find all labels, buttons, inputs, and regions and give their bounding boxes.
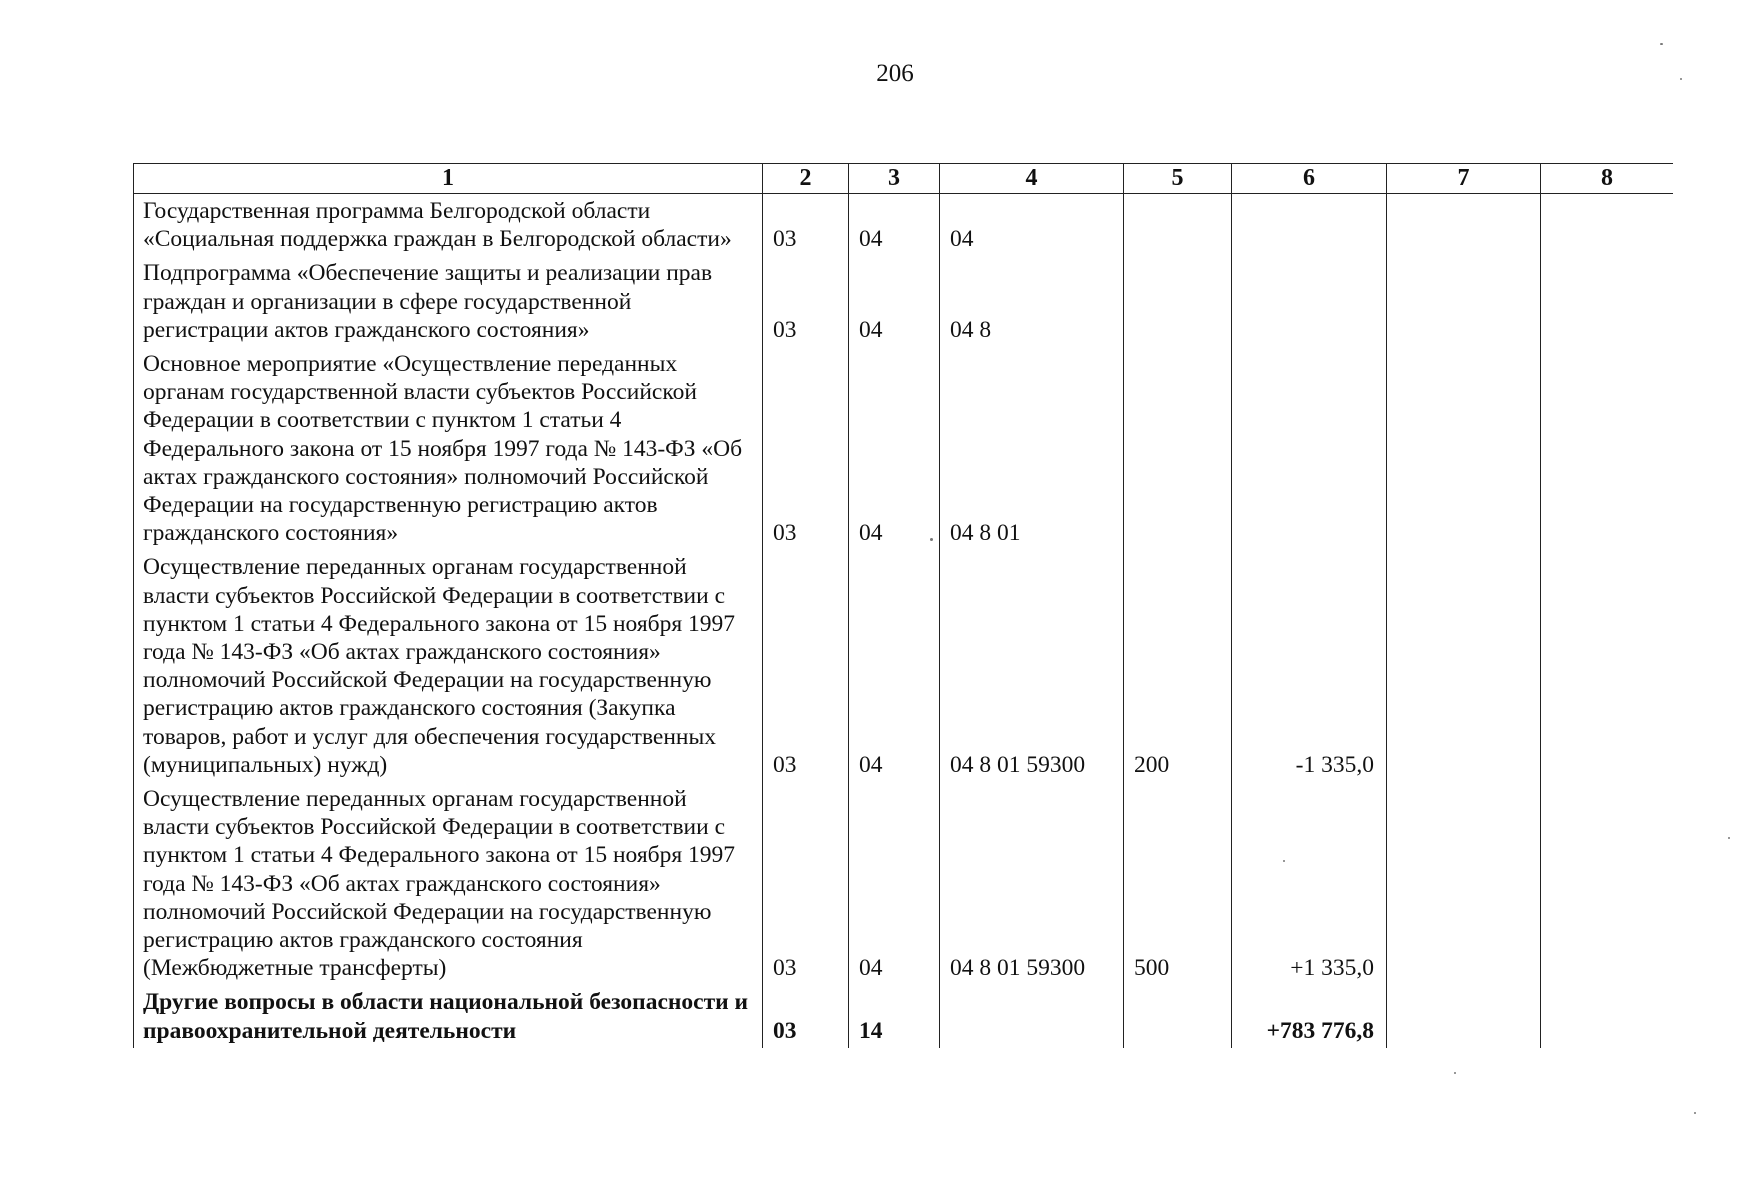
cell-col8 [1541,347,1674,550]
scan-speck [930,538,933,541]
cell-subsection: 04 [849,194,940,257]
budget-table-container [133,163,1673,1069]
cell-subsection: 14 [849,985,940,1047]
cell-col7 [1387,347,1541,550]
budget-table [133,163,1673,1048]
cell-section: 03 [763,782,849,985]
cell-expense-type [1124,985,1232,1047]
page-number: 206 [876,60,914,87]
cell-name: Осуществление переданных органам государственной власти субъектов Российской Федерации в соответствии с пунктом 1 статьи 4 Федерального закона от 15 ноября 1997 года № 143-ФЗ «Об актах гражданского состояния» полномочий Российской Федерации на государственную регистрацию актов гражданского состояния (Закупка товаров, работ и услуг для обеспечения государственных (муниципальных) нужд) [134,550,763,782]
cell-amount: +1 335,0 [1232,782,1387,985]
cell-target-article: 04 8 [940,256,1124,347]
cell-col8 [1541,550,1674,782]
cell-expense-type [1124,347,1232,550]
column-header-2: 2 [763,164,849,194]
cell-col7 [1387,256,1541,347]
cell-target-article: 04 [940,194,1124,257]
cell-expense-type: 200 [1124,550,1232,782]
column-header-7: 7 [1387,164,1541,194]
scan-speck [1660,43,1663,45]
scan-speck [1283,860,1285,862]
table-row [134,550,1674,782]
cell-name: Государственная программа Белгородской области «Социальная поддержка граждан в Белгородской области» [134,194,763,257]
table-row [134,347,1674,550]
cell-name: Основное мероприятие «Осуществление переданных органам государственной власти субъектов Российской Федерации в соответствии с пунктом 1 статьи 4 Федерального закона от 15 ноября 1997 года № 143-ФЗ «Об актах гражданского состояния» полномочий Российской Федерации на государственную регистрацию актов гражданского состояния» [134,347,763,550]
column-header-4: 4 [940,164,1124,194]
cell-target-article [940,985,1124,1047]
cell-subsection: 04 [849,782,940,985]
cell-section: 03 [763,194,849,257]
column-header-5: 5 [1124,164,1232,194]
cell-section: 03 [763,256,849,347]
scan-speck [1728,837,1730,839]
cell-amount [1232,256,1387,347]
cell-col8 [1541,782,1674,985]
cell-target-article: 04 8 01 59300 [940,550,1124,782]
column-header-8: 8 [1541,164,1674,194]
cell-amount: -1 335,0 [1232,550,1387,782]
cell-target-article: 04 8 01 [940,347,1124,550]
cell-target-article: 04 8 01 59300 [940,782,1124,985]
cell-section: 03 [763,985,849,1047]
cell-amount [1232,347,1387,550]
table-row [134,256,1674,347]
cell-col7 [1387,985,1541,1047]
column-header-6: 6 [1232,164,1387,194]
table-row-section-total [134,985,1674,1047]
cell-expense-type: 500 [1124,782,1232,985]
cell-expense-type [1124,256,1232,347]
cell-amount: +783 776,8 [1232,985,1387,1047]
cell-amount [1232,194,1387,257]
cell-expense-type [1124,194,1232,257]
cell-subsection: 04 [849,256,940,347]
cell-col8 [1541,985,1674,1047]
cell-subsection: 04 [849,550,940,782]
cell-col8 [1541,194,1674,257]
cell-col8 [1541,256,1674,347]
table-row [134,782,1674,985]
column-header-1: 1 [134,164,763,194]
scan-speck [1694,1112,1696,1114]
scan-speck [1680,78,1682,80]
scan-speck [1454,1072,1456,1074]
cell-section: 03 [763,347,849,550]
header-row [134,164,1674,194]
cell-col7 [1387,194,1541,257]
cell-name: Другие вопросы в области национальной безопасности и правоохранительной деятельности [134,985,763,1047]
table-row [134,194,1674,257]
cell-section: 03 [763,550,849,782]
cell-subsection: 04 [849,347,940,550]
cell-col7 [1387,782,1541,985]
cell-name: Осуществление переданных органам государственной власти субъектов Российской Федерации в соответствии с пунктом 1 статьи 4 Федерального закона от 15 ноября 1997 года № 143-ФЗ «Об актах гражданского состояния» полномочий Российской Федерации на государственную регистрацию актов гражданского состояния (Межбюджетные трансферты) [134,782,763,985]
cell-col7 [1387,550,1541,782]
cell-name: Подпрограмма «Обеспечение защиты и реализации прав граждан и организации в сфере государственной регистрации актов гражданского состояния» [134,256,763,347]
column-header-3: 3 [849,164,940,194]
